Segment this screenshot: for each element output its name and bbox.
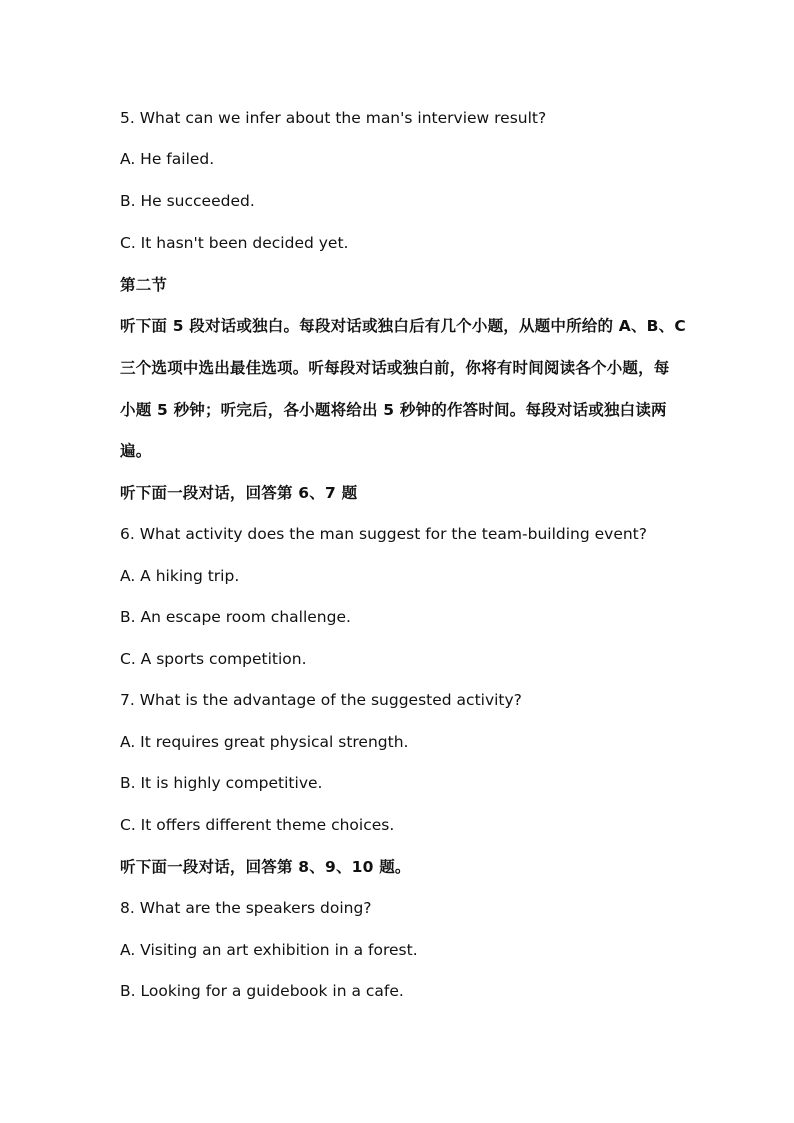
option-7c: C. It offers different theme choices. xyxy=(120,816,395,834)
question-7: 7. What is the advantage of the suggested activity? xyxy=(120,691,522,709)
question-6: 6. What activity does the man suggest for the team-building event? xyxy=(120,525,647,543)
instructions-line-1: 听下面 5 段对话或独白。每段对话或独白后有几个小题，从题中所给的 A、B、C xyxy=(120,317,686,335)
dialogue-intro-6-7: 听下面一段对话，回答第 6、7 题 xyxy=(120,484,358,502)
option-5b: B. He succeeded. xyxy=(120,192,255,210)
question-8: 8. What are the speakers doing? xyxy=(120,899,372,917)
option-6c: C. A sports competition. xyxy=(120,650,307,668)
question-5: 5. What can we infer about the man's interview result? xyxy=(120,109,547,127)
dialogue-intro-8-10: 听下面一段对话，回答第 8、9、10 题。 xyxy=(120,858,411,876)
option-8b: B. Looking for a guidebook in a cafe. xyxy=(120,982,404,1000)
option-6b: B. An escape room challenge. xyxy=(120,608,351,626)
option-7b: B. It is highly competitive. xyxy=(120,774,323,792)
option-7a: A. It requires great physical strength. xyxy=(120,733,409,751)
instructions-line-3: 小题 5 秒钟；听完后，各小题将给出 5 秒钟的作答时间。每段对话或独白读两 xyxy=(120,401,667,419)
option-5c: C. It hasn't been decided yet. xyxy=(120,234,349,252)
section-heading: 第二节 xyxy=(120,276,168,294)
option-5a: A. He failed. xyxy=(120,150,215,168)
option-8a: A. Visiting an art exhibition in a forest. xyxy=(120,941,418,959)
option-6a: A. A hiking trip. xyxy=(120,567,240,585)
instructions-line-4: 遍。 xyxy=(120,442,152,460)
instructions-line-2: 三个选项中选出最佳选项。听每段对话或独白前，你将有时间阅读各个小题，每 xyxy=(120,359,670,377)
